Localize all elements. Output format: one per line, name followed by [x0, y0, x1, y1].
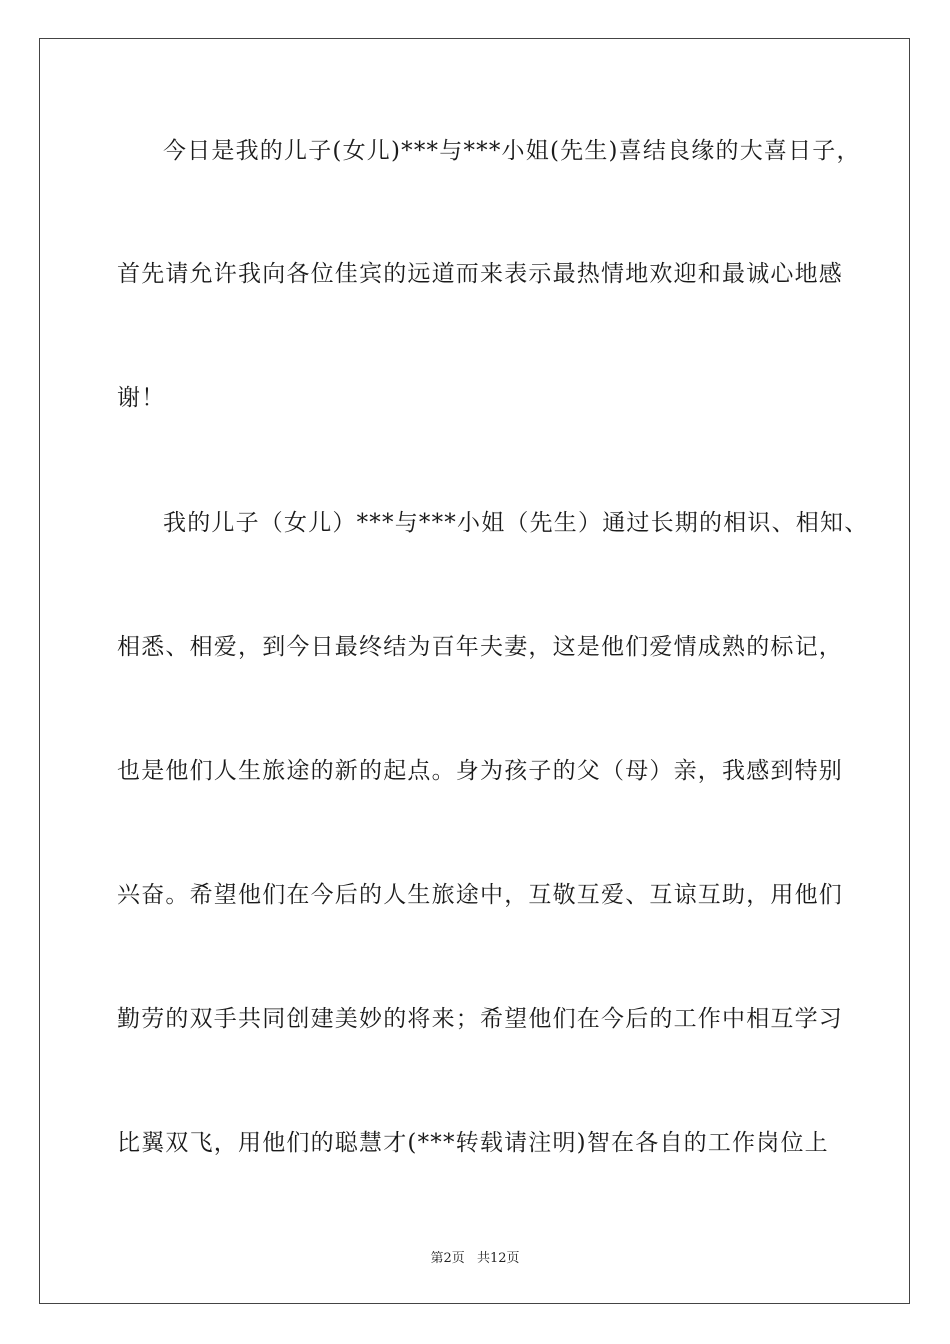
paragraph-line: 我的儿子（女儿）***与***小姐（先生）通过长期的相识、相知、: [163, 510, 869, 536]
page-total: 共12页: [476, 1251, 520, 1266]
paragraph-line: 勤劳的双手共同创建美妙的将来；希望他们在今后的工作中相互学习: [117, 1006, 843, 1032]
page-footer: [0, 1247, 950, 1266]
page-number: 第2页: [430, 1251, 465, 1266]
paragraph-line: 今日是我的儿子(女儿)***与***小姐(先生)喜结良缘的大喜日子，: [163, 138, 861, 164]
paragraph-line: 首先请允许我向各位佳宾的远道而来表示最热情地欢迎和最诚心地感: [117, 261, 843, 287]
page-border: [39, 38, 910, 1304]
paragraph-line: 比翼双飞，用他们的聪慧才(***转载请注明)智在各自的工作岗位上: [117, 1130, 829, 1156]
paragraph-line: 谢！: [117, 385, 166, 411]
paragraph-line: 也是他们人生旅途的新的起点。身为孩子的父（母）亲，我感到特别: [117, 758, 843, 784]
paragraph-line: 兴奋。希望他们在今后的人生旅途中，互敬互爱、互谅互助，用他们: [117, 882, 843, 908]
paragraph-line: 相悉、相爱，到今日最终结为百年夫妻，这是他们爱情成熟的标记，: [117, 634, 843, 660]
